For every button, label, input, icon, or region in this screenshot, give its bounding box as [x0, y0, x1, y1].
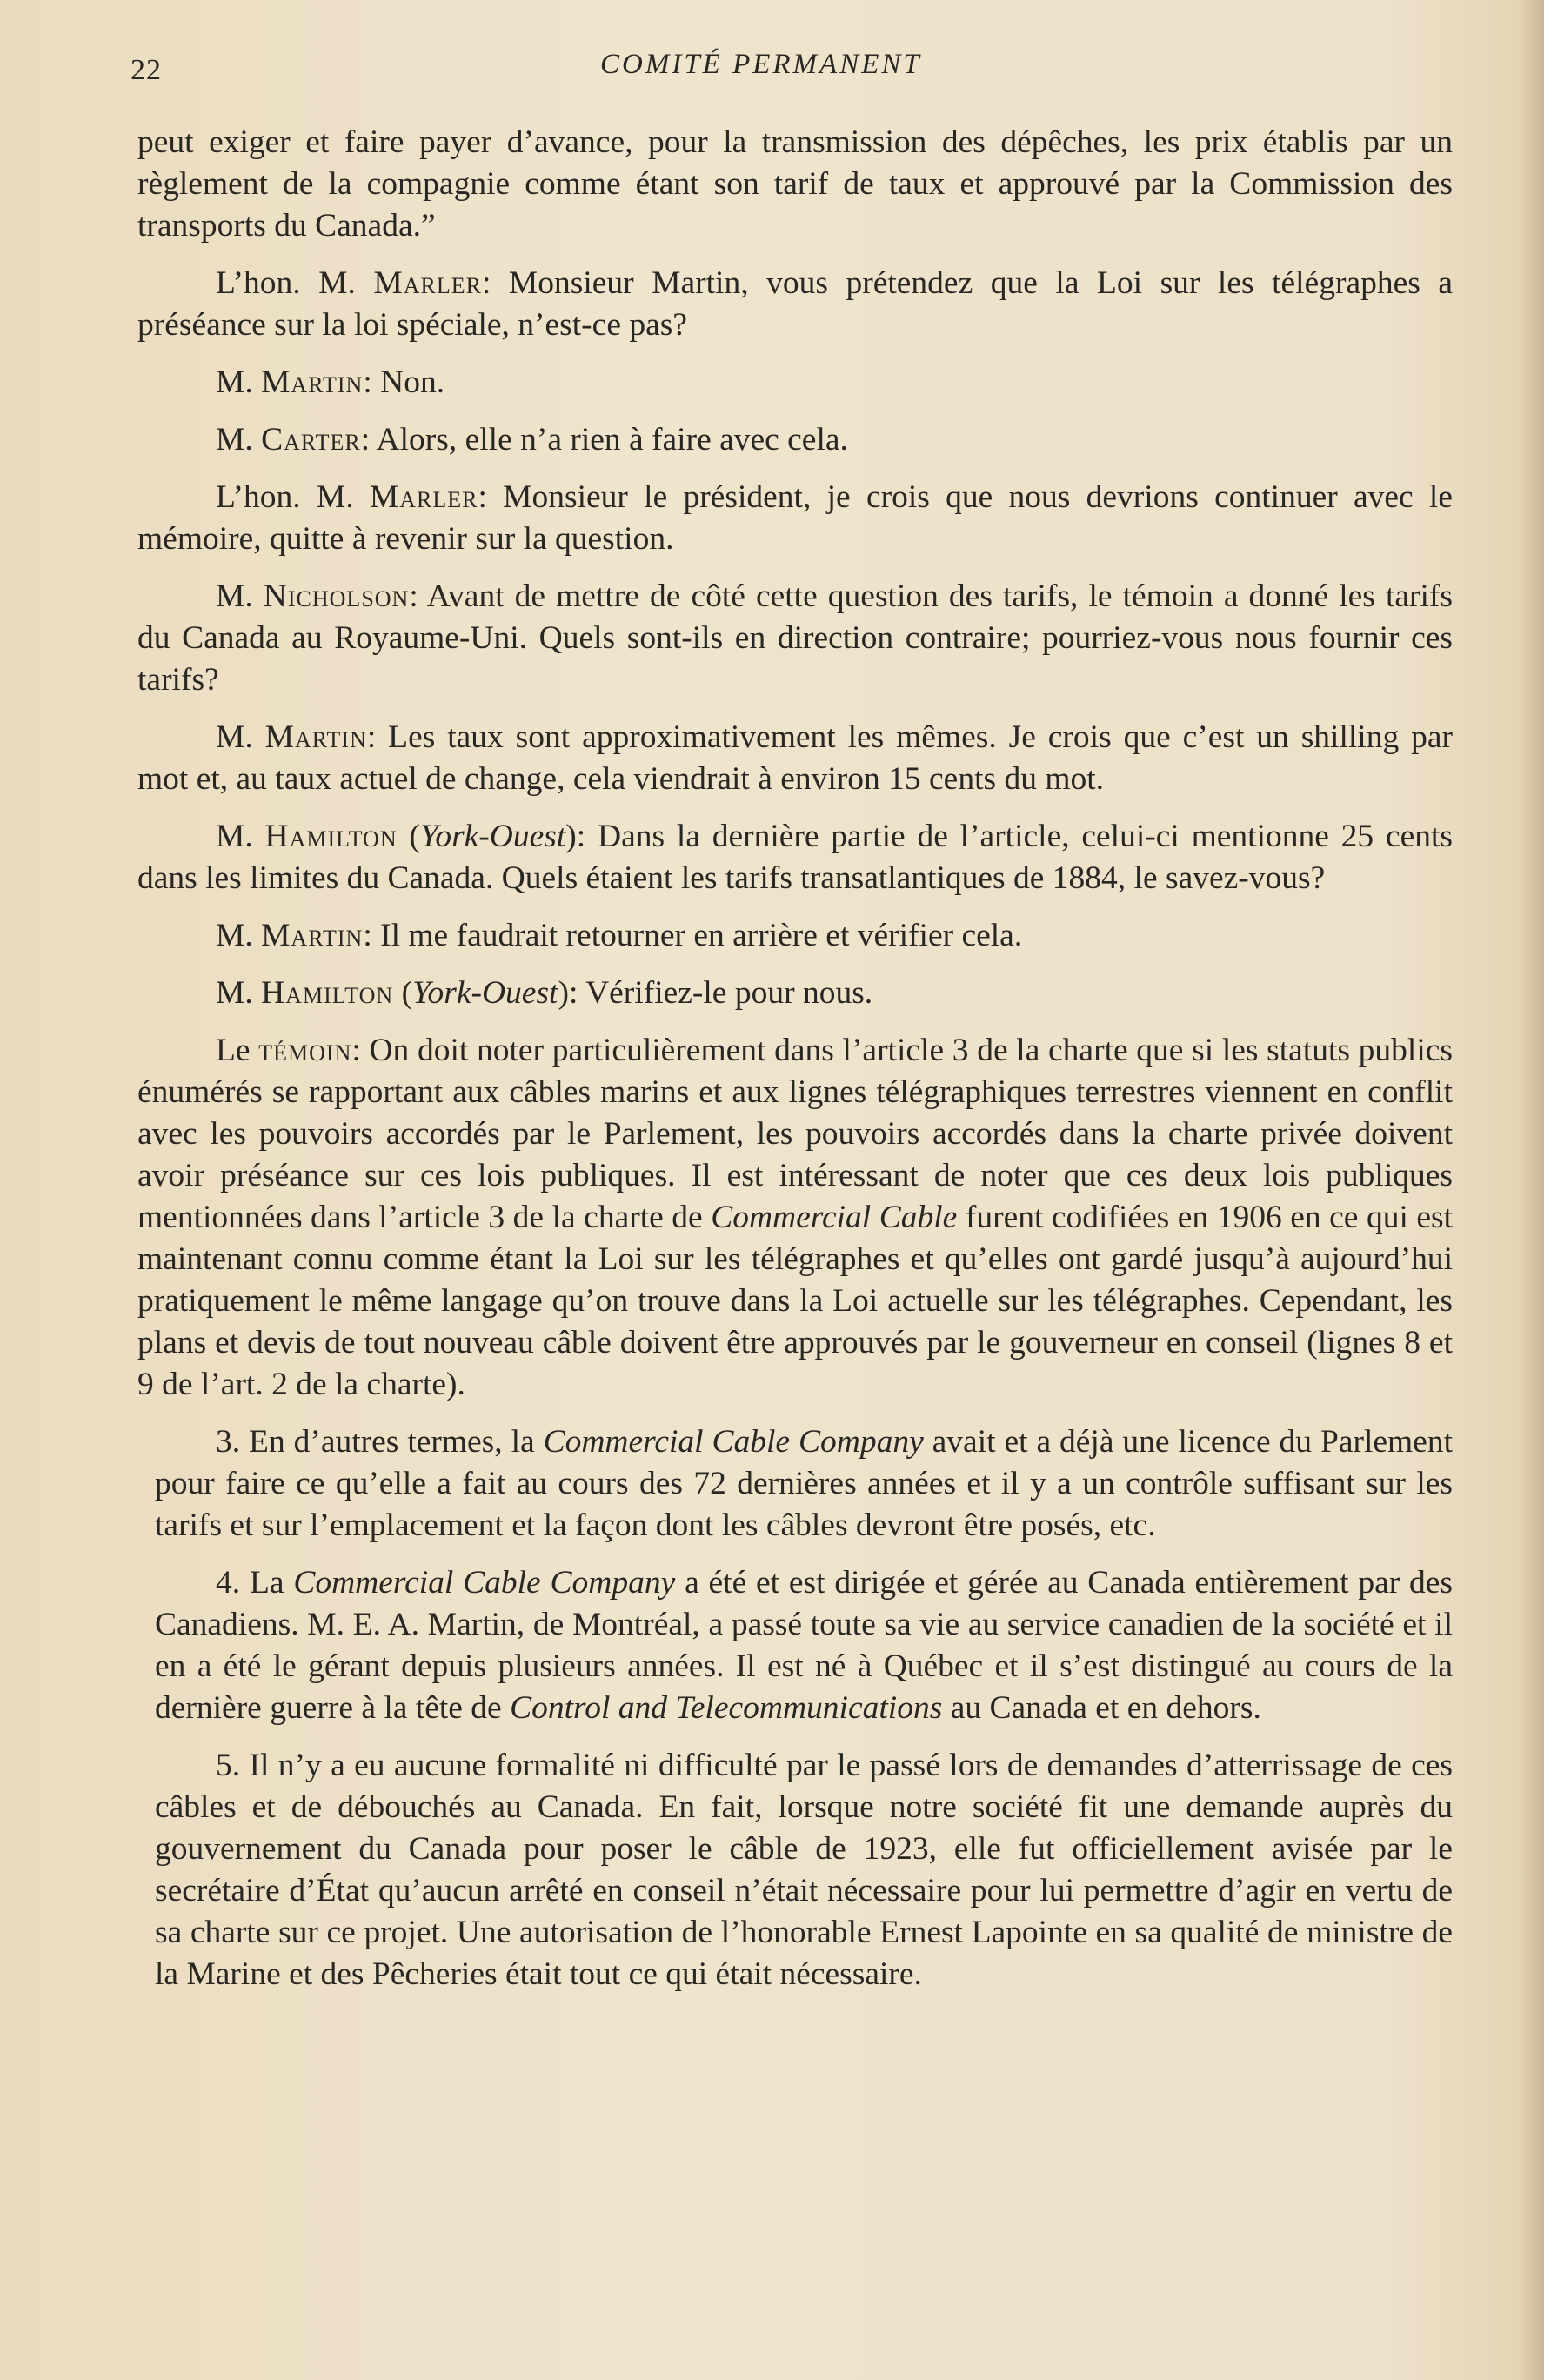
speaker-riding: York-Ouest [412, 975, 558, 1011]
paragraph-text: La [249, 1565, 284, 1601]
speaker-name: Marler [369, 479, 478, 515]
italic-company-name: Commercial Cable Company [293, 1565, 676, 1601]
speaker-prefix: M. [216, 719, 253, 755]
speech-text: Il me faudrait retourner en arrière et vérifier cela. [380, 918, 1023, 953]
speaker-prefix: M. [216, 364, 253, 400]
speech-text: Les taux sont approximativement les mêmes. Je crois que c’est un shilling par mot et, au taux actuel de change, cela viendrait à environ 15 cents du mot. [137, 719, 1454, 797]
italic-unit-name: Control and Telecommunications [510, 1690, 943, 1726]
italic-company-name: Commercial Cable [711, 1200, 958, 1235]
running-title: COMITÉ PERMANENT [600, 49, 922, 80]
speech-text: Dans la dernière partie de l’article, celui-ci mentionne 25 cents dans les limites du Canada. Quels étaient les tarifs transatlantiques de 1884, le savez-vous? [137, 819, 1454, 896]
speaker-prefix: M. [216, 918, 253, 953]
speaker-name: Martin [261, 918, 364, 953]
speaker-name: Marler [373, 265, 482, 301]
speaker-name: Martin [261, 364, 364, 400]
speaker-prefix: L’hon. M. [216, 265, 356, 301]
paragraph-number: 4. [216, 1565, 241, 1601]
paragraph-text: a été et est dirigée et gérée au Canada entièrement par des Canadiens. M. E. A. Martin, de Montréal, a passé toute sa vie au service canadien de la société et il en a été le gérant depuis plusieurs années. Il est né à Québec et il s’est distingué au cours de la dernière guerre à la tête de [155, 1565, 1454, 1726]
paragraph-number: 3. [216, 1424, 241, 1460]
speech-text: furent codifiées en 1906 en ce qui est maintenant connu comme étant la Loi sur les télégraphes et qu’elles ont gardé jusqu’à aujourd’hui pratiquement le même langage qu’on trouve dans la Loi actuelle sur les télégraphes. Cependant, les plans et devis de tout nouveau câble doivent être approuvés par le gouverneur en conseil (lignes 8 et 9 de l’art. 2 de la charte). [137, 1200, 1454, 1402]
paragraph-text: En d’autres termes, la [249, 1424, 535, 1460]
page-header [130, 45, 1461, 97]
italic-company-name: Commercial Cable Company [543, 1424, 924, 1460]
speech-hamilton-2: M. Hamilton (York-Ouest): Vérifiez-le pour nous. [216, 975, 873, 1011]
speech-marler-2: L’hon. M. Marler: Monsieur le président, je crois que nous devrions continuer avec le mémoire, quitte à revenir sur la question. [137, 479, 1453, 557]
paragraph-number: 5. [216, 1748, 241, 1783]
speech-text: Non. [380, 364, 445, 400]
speaker-prefix: M. [216, 578, 253, 614]
numbered-paragraph-4 [137, 1562, 1453, 1729]
speaker-prefix: M. [216, 819, 253, 854]
speech-martin-1: M. Martin: Non. [216, 364, 445, 400]
speaker-name: Nicholson [263, 578, 410, 614]
speaker-prefix: M. [216, 422, 253, 458]
speech-text: Alors, elle n’a rien à faire avec cela. [376, 422, 848, 458]
speaker-name: Carter [261, 422, 361, 458]
speech-carter: M. Carter: Alors, elle n’a rien à faire avec cela. [216, 422, 848, 458]
speaker-name: témoin [258, 1033, 352, 1068]
speaker-prefix: Le [216, 1033, 251, 1068]
speech-martin-2: M. Martin: Les taux sont approximativement les mêmes. Je crois que c’est un shilling par mot et, au taux actuel de change, cela viendrait à environ 15 cents du mot. [137, 719, 1454, 797]
speech-text: Monsieur le président, je crois que nous devrions continuer avec le mémoire, quitte à revenir sur la question. [137, 479, 1453, 557]
page-number: 22 [130, 54, 162, 86]
speaker-name: Hamilton [264, 819, 398, 854]
speech-text: Avant de mettre de côté cette question des tarifs, le témoin a donné les tarifs du Canada au Royaume-Uni. Quels sont-ils en direction contraire; pourriez-vous nous fournir ces tarifs? [137, 578, 1454, 698]
speech-text: Monsieur Martin, vous prétendez que la Loi sur les télégraphes a préséance sur la loi spéciale, n’est-ce pas? [137, 265, 1454, 343]
speech-nicholson: M. Nicholson: Avant de mettre de côté cette question des tarifs, le témoin a donné les tarifs du Canada au Royaume-Uni. Quels sont-ils en direction contraire; pourriez-vous nous fournir ces tarifs? [137, 578, 1454, 698]
paragraph-continuation [137, 122, 1453, 247]
speaker-prefix: L’hon. M. [216, 479, 354, 515]
speech-text: Vérifiez-le pour nous. [585, 975, 873, 1011]
page-edge-shadow [1518, 0, 1544, 2380]
paragraph-text: avait et a déjà une licence du Parlement pour faire ce qu’elle a fait au cours des 72 dernières années et il y a un contrôle suffisant sur les tarifs et sur l’emplacement et la façon dont les câbles devront être posés, etc. [155, 1424, 1453, 1543]
paragraph-text: au Canada et en dehors. [950, 1690, 1261, 1726]
speech-text: On doit noter particulièrement dans l’article 3 de la charte que si les statuts publics énumérés se rapportant aux câbles marins et aux lignes télégraphiques terrestres viennent en conflit avec les pouvoirs accordés par le Parlement, les pouvoirs accordés dans la charte privée doivent avoir préséance sur ces lois publiques. Il est intéressant de noter que ces deux lois publiques mentionnées dans l’article 3 de la charte de [137, 1033, 1454, 1235]
numbered-paragraph-5 [137, 1745, 1453, 1996]
speech-martin-3: M. Martin: Il me faudrait retourner en arrière et vérifier cela. [216, 918, 1023, 953]
speaker-name: Martin [264, 719, 367, 755]
paragraph-text: peut exiger et faire payer d’avance, pour la transmission des dépêches, les prix établis par un règlement de la compagnie comme étant son tarif de taux et approuvé par la Commission des transports du Canada.” [137, 124, 1453, 244]
speech-marler-1: L’hon. M. Marler: Monsieur Martin, vous prétendez que la Loi sur les télégraphes a préséance sur la loi spéciale, n’est-ce pas? [137, 265, 1454, 343]
numbered-paragraph-3 [137, 1421, 1453, 1547]
speaker-name: Hamilton [261, 975, 394, 1011]
body-text [137, 122, 1453, 2011]
speech-temoin: Le témoin: On doit noter particulièrement dans l’article 3 de la charte que si les statuts publics énumérés se rapportant aux câbles marins et aux lignes télégraphiques terrestres viennent en conflit avec les pouvoirs accordés par le Parlement, les pouvoirs accordés dans la charte privée doivent avoir préséance sur ces lois publiques. Il est intéressant de noter que ces deux lois publiques mentionnées dans l’article 3 de la charte de Commercial Cable furent codifiées en 1906 en ce qui est maintenant connu comme étant la Loi sur les télégraphes et qu’elles ont gardé jusqu’à aujourd’hui pratiquement le même langage qu’on trouve dans la Loi actuelle sur les télégraphes. Cependant, les plans et devis de tout nouveau câble doivent être approuvés par le gouverneur en conseil (lignes 8 et 9 de l’art. 2 de la charte). [137, 1033, 1454, 1402]
speaker-riding: York-Ouest [419, 819, 566, 854]
speaker-prefix: M. [216, 975, 253, 1011]
paragraph-text: Il n’y a eu aucune formalité ni difficulté par le passé lors de demandes d’atterrissage de ces câbles et de débouchés au Canada. En fait, lorsque notre société fit une demande auprès du gouvernement du Canada pour poser le câble de 1923, elle fut officiellement avisée par le secrétaire d’État qu’aucun arrêté en conseil n’était nécessaire pour lui permettre d’agir en vertu de sa charte sur ce projet. Une autorisation de l’honorable Ernest Lapointe en sa qualité de ministre de la Marine et des Pêcheries était tout ce qui était nécessaire. [155, 1748, 1453, 1992]
speech-hamilton-1: M. Hamilton (York-Ouest): Dans la dernière partie de l’article, celui-ci mentionne 25 cents dans les limites du Canada. Quels étaient les tarifs transatlantiques de 1884, le savez-vous? [137, 819, 1454, 896]
